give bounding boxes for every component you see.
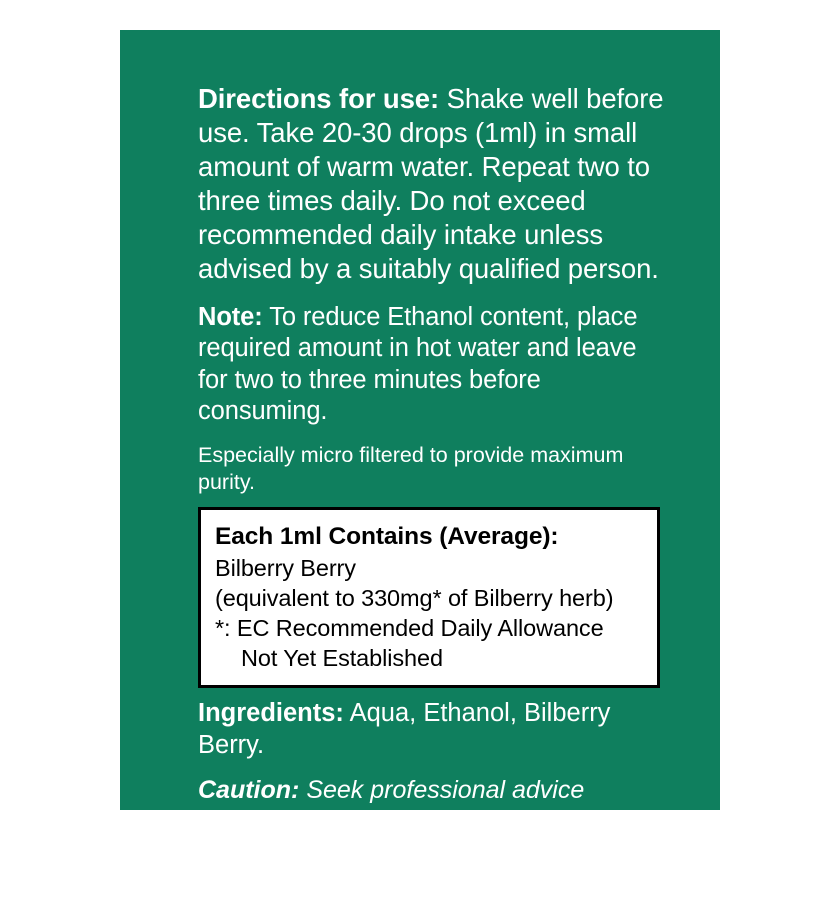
directions-text: Shake well before use. Take 20-30 drops (1ml) in small amount of warm water. Repeat two to three times daily. Do not exceed recommended daily intake unless advised by a suitably qualified person.	[198, 83, 664, 284]
note-text: To reduce Ethanol content, place required amount in hot water and leave for two to three minutes before consuming.	[198, 302, 638, 426]
caution-text: Seek professional advice before taking this herbal liquid if you are on medication, pregnant or breastfeeding.	[198, 776, 640, 898]
caution-label: Caution:	[198, 776, 300, 805]
ingredients-paragraph	[198, 698, 678, 761]
directions-for-use-paragraph	[198, 82, 668, 286]
ingredients-text: Aqua, Ethanol, Bilberry Berry.	[198, 699, 611, 759]
note-label: Note:	[198, 302, 263, 331]
ingredients-label: Ingredients:	[198, 699, 344, 728]
note-paragraph	[198, 302, 653, 428]
micro-filtered-text: Especially micro filtered to provide maximum purity.	[198, 442, 624, 494]
product-label-panel	[120, 30, 720, 898]
facts-box-line-2: (equivalent to 330mg* of Bilberry herb)	[215, 584, 614, 611]
caution-paragraph	[198, 775, 648, 899]
facts-box-line-1: Bilberry Berry	[215, 554, 356, 581]
facts-box-line-3: *: EC Recommended Daily Allowance	[215, 614, 604, 641]
directions-label: Directions for use:	[198, 83, 440, 114]
facts-box-heading: Each 1ml Contains (Average):	[215, 523, 559, 551]
facts-box-line-4: Not Yet Established	[241, 645, 443, 671]
contents-facts-box	[198, 507, 660, 688]
